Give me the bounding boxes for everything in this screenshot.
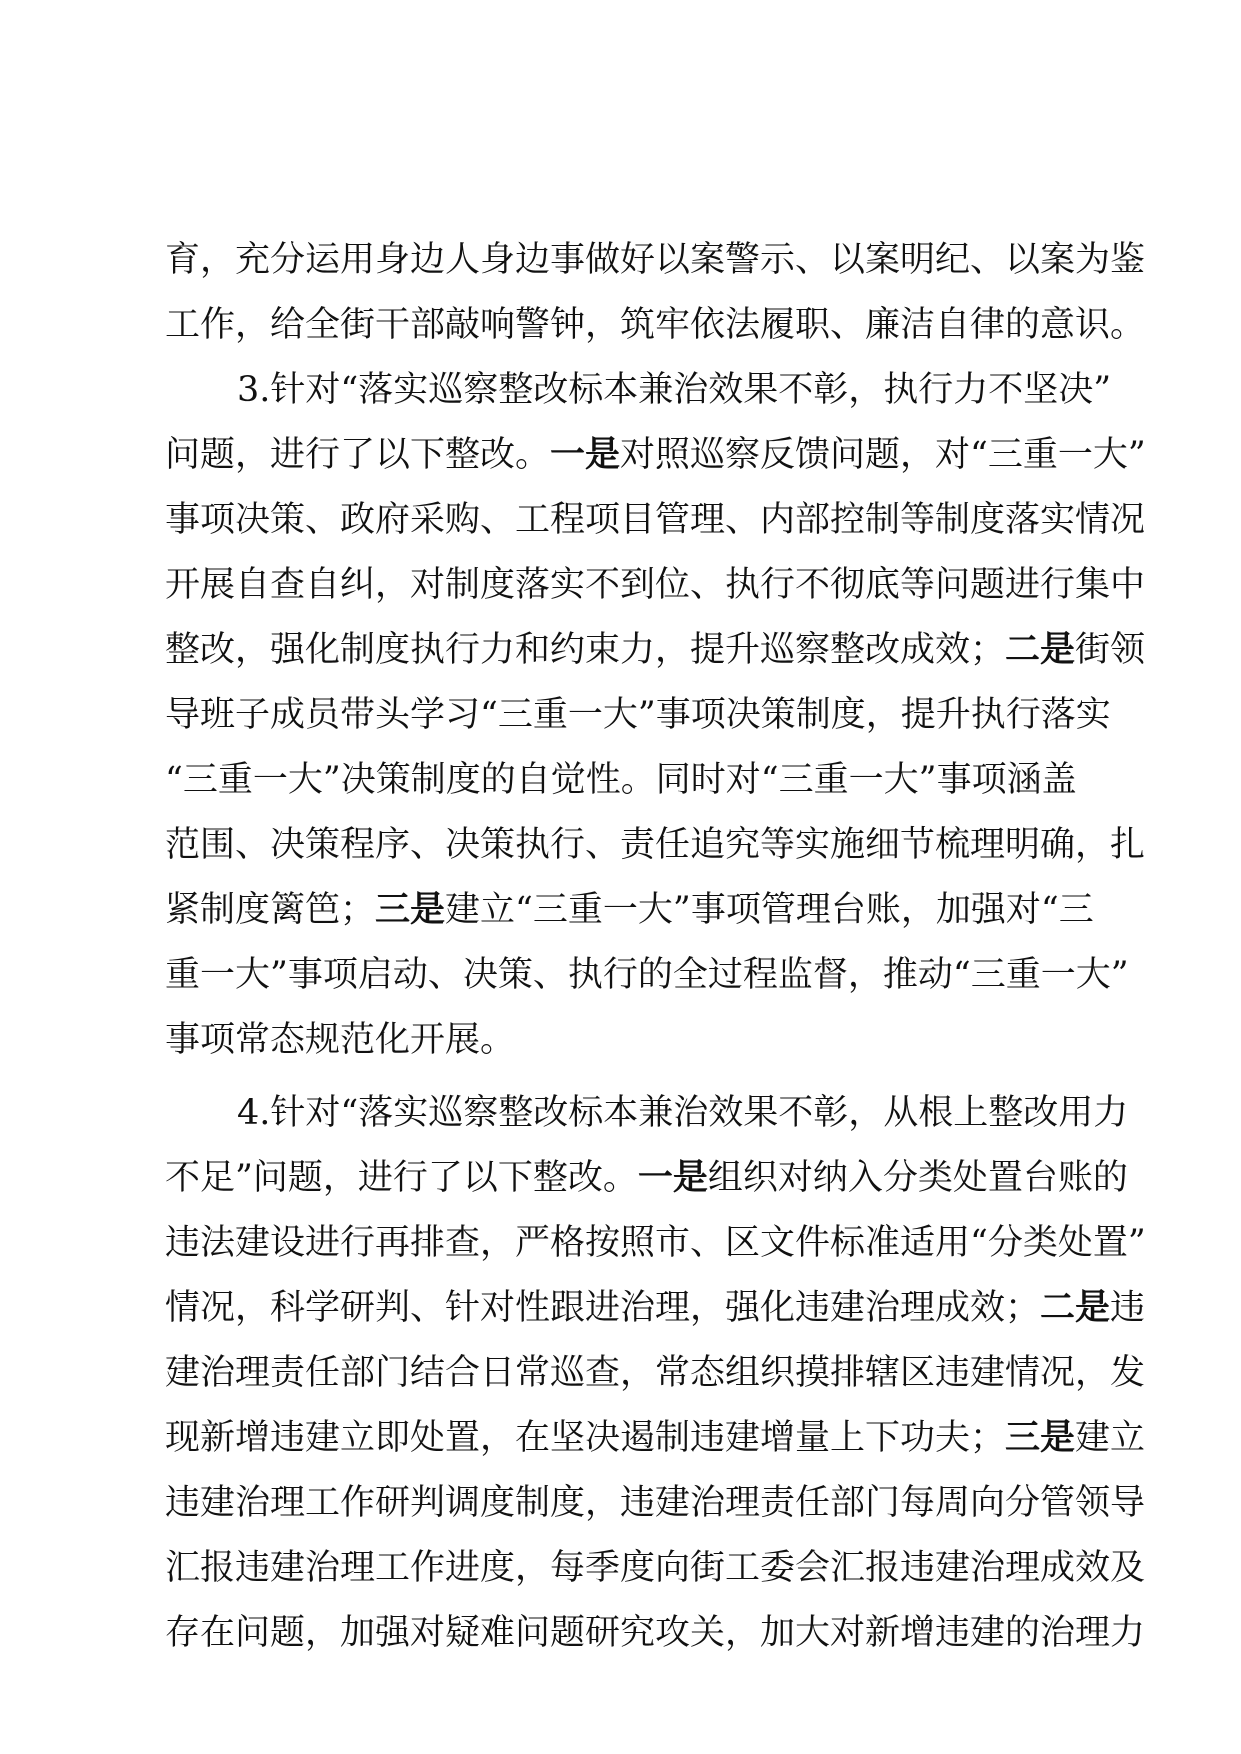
text-run: 育，充分运用身边人身边事做好以案警示、以案明纪、以案为鉴 [165, 240, 1146, 280]
paragraph-3-heading [165, 358, 1112, 423]
text-run: 整改，强化制度执行力和约束力，提升巡察整改成效； [165, 630, 1006, 670]
text-line [165, 293, 1146, 358]
text-line [165, 813, 1146, 878]
bold-marker: 二是 [1040, 1288, 1111, 1328]
text-run: 违法建设进行再排查，严格按照市、区文件标准适用“分类处置” [165, 1223, 1146, 1263]
text-run: 对照巡察反馈问题，对“三重一大” [620, 435, 1146, 475]
bold-marker: 一是 [637, 1158, 708, 1198]
text-run: 存在问题，加强对疑难问题研究攻关，加大对新增违建的治理力 [165, 1613, 1146, 1653]
text-run: 开展自查自纠，对制度落实不到位、执行不彻底等问题进行集中 [165, 565, 1146, 605]
text-line [165, 488, 1146, 553]
text-run: 4.针对“落实巡察整改标本兼治效果不彰，从根上整改用力 [237, 1093, 1129, 1133]
text-line [165, 1601, 1146, 1666]
bold-marker: 三是 [375, 890, 446, 930]
bold-marker: 三是 [1005, 1418, 1076, 1458]
text-run: 事项决策、政府采购、工程项目管理、内部控制等制度落实情况 [165, 500, 1146, 540]
text-line [165, 1146, 1128, 1211]
text-run: 不足”问题，进行了以下整改。 [165, 1158, 638, 1198]
text-line [165, 1008, 1076, 1073]
text-line [165, 748, 1076, 813]
text-run: 建立“三重一大”事项管理台账，加强对“三 [445, 890, 1094, 930]
text-line [165, 943, 1129, 1008]
text-run: 街领 [1075, 630, 1146, 670]
text-run: 3.针对“落实巡察整改标本兼治效果不彰，执行力不坚决” [237, 370, 1112, 410]
text-run: 事项常态规范化开展。 [165, 1020, 516, 1060]
text-run: 违 [1110, 1288, 1146, 1328]
text-run: 问题，进行了以下整改。 [165, 435, 551, 475]
text-run: 紧制度篱笆； [165, 890, 376, 930]
text-line [165, 618, 1146, 683]
text-line [165, 228, 1146, 293]
text-run: 导班子成员带头学习“三重一大”事项决策制度，提升执行落实 [165, 695, 1111, 735]
text-line [165, 423, 1146, 488]
bold-marker: 一是 [550, 435, 621, 475]
bold-marker: 二是 [1005, 630, 1076, 670]
text-line [165, 1276, 1146, 1341]
text-line [165, 1341, 1146, 1406]
text-run: 工作，给全街干部敲响警钟，筑牢依法履职、廉洁自律的意识。 [165, 305, 1146, 345]
text-run: 违建治理工作研判调度制度，违建治理责任部门每周向分管领导 [165, 1483, 1146, 1523]
text-line [165, 1406, 1146, 1471]
text-run: 重一大”事项启动、决策、执行的全过程监督，推动“三重一大” [165, 955, 1129, 995]
text-line [165, 1211, 1146, 1276]
text-run: 组织对纳入分类处置台账的 [707, 1158, 1128, 1198]
text-line [165, 553, 1146, 618]
text-run: 建立 [1075, 1418, 1146, 1458]
text-line [165, 683, 1111, 748]
text-run: 情况，科学研判、针对性跟进治理，强化违建治理成效； [165, 1288, 1041, 1328]
paragraph-4-heading [165, 1081, 1129, 1146]
text-run: 范围、决策程序、决策执行、责任追究等实施细节梳理明确，扎 [165, 825, 1146, 865]
text-line [165, 878, 1094, 943]
text-line [165, 1471, 1146, 1536]
text-run: “三重一大”决策制度的自觉性。同时对“三重一大”事项涵盖 [165, 760, 1077, 800]
text-run: 现新增违建立即处置，在坚决遏制违建增量上下功夫； [165, 1418, 1006, 1458]
text-run: 建治理责任部门结合日常巡查，常态组织摸排辖区违建情况，发 [165, 1353, 1146, 1393]
text-line [165, 1536, 1146, 1601]
text-run: 汇报违建治理工作进度，每季度向街工委会汇报违建治理成效及 [165, 1548, 1146, 1588]
